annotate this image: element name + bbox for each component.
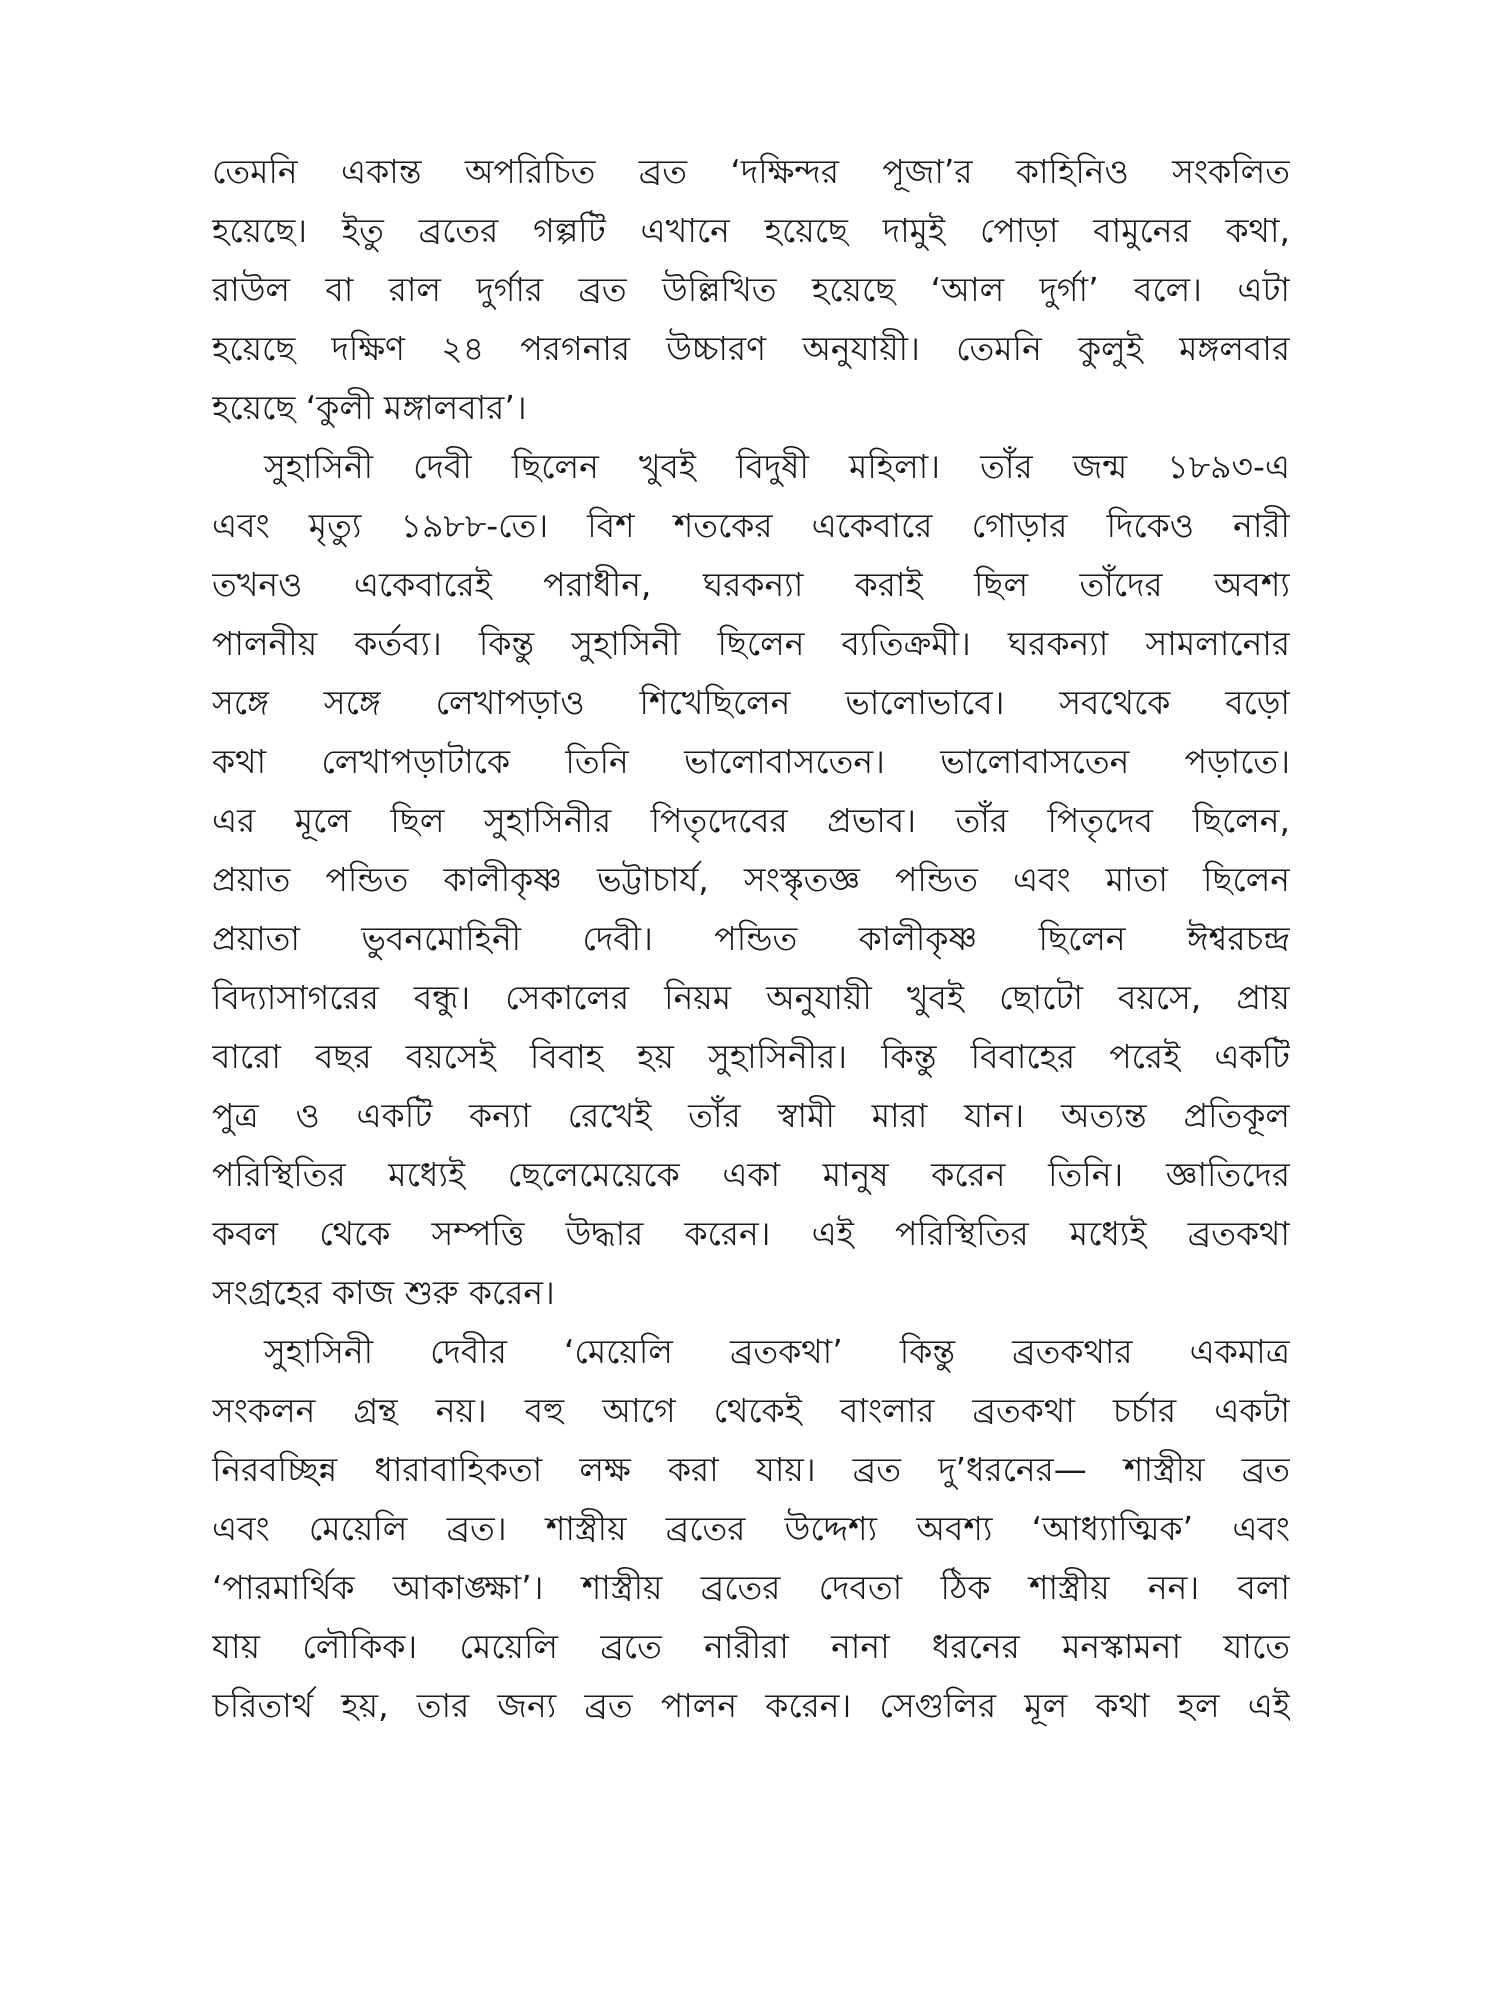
text-line: হয়েছে দক্ষিণ ২৪ পরগনার উচ্চারণ অনুযায়ী। তেমনি কুলুই মঙ্গলবার [212,329,1290,368]
text-line: সংগ্রহের কাজ শুরু করেন। [212,1273,555,1312]
text-line: এবং মেয়েলি ব্রত। শাস্ত্রীয় ব্রতের উদ্দেশ্য অবশ্য ‘আধ্যাত্মিক’ এবং [212,1509,1290,1548]
text-line: প্রয়াত পন্ডিত কালীকৃষ্ণ ভট্টাচার্য, সংস্কৃতজ্ঞ পন্ডিত এবং মাতা ছিলেন [212,860,1290,899]
text-line: হয়েছে ‘কুলী মঙ্গালবার’। [212,388,527,427]
text-line: বারো বছর বয়সেই বিবাহ হয় সুহাসিনীর। কিন্তু বিবাহের পরেই একটি [212,1037,1290,1076]
text-line: পরিস্থিতির মধ্যেই ছেলেমেয়েকে একা মানুষ করেন তিনি। জ্ঞাতিদের [212,1155,1290,1194]
book-page [212,142,1290,1962]
text-line: সংকলন গ্রন্থ নয়। বহু আগে থেকেই বাংলার ব্রতকথা চর্চার একটা [212,1391,1290,1430]
text-line: চরিতার্থ হয়, তার জন্য ব্রত পালন করেন। সেগুলির মূল কথা হল এই [212,1686,1290,1725]
text-line: যায় লৌকিক। মেয়েলি ব্রতে নারীরা নানা ধরনের মনস্কামনা যাতে [212,1627,1290,1666]
text-line: কথা লেখাপড়াটাকে তিনি ভালোবাসতেন। ভালোবাসতেন পড়াতে। [212,742,1290,781]
text-line: বিদ্যাসাগরের বন্ধু। সেকালের নিয়ম অনুযায়ী খুবই ছোটো বয়সে, প্রায় [212,978,1290,1017]
text-line: ‘পারমার্থিক আকাঙ্ক্ষা’। শাস্ত্রীয় ব্রতের দেবতা ঠিক শাস্ত্রীয় নন। বলা [212,1568,1290,1607]
text-line: তখনও একেবারেই পরাধীন, ঘরকন্যা করাই ছিল তাঁদের অবশ্য [212,565,1290,604]
text-line: পুত্র ও একটি কন্যা রেখেই তাঁর স্বামী মারা যান। অত্যন্ত প্রতিকূল [212,1096,1290,1135]
paragraph-3 [212,1322,1290,1735]
paragraph-1 [212,142,1290,437]
text-line: সঙ্গে সঙ্গে লেখাপড়াও শিখেছিলেন ভালোভাবে। সবথেকে বড়ো [212,683,1290,722]
text-line: তেমনি একান্ত অপরিচিত ব্রত ‘দক্ষিন্দর পূজা’র কাহিনিও সংকলিত [212,152,1290,191]
text-line: নিরবচ্ছিন্ন ধারাবাহিকতা লক্ষ করা যায়। ব্রত দু’ধরনের— শাস্ত্রীয় ব্রত [212,1450,1290,1489]
text-line: সুহাসিনী দেবীর ‘মেয়েলি ব্রতকথা’ কিন্তু ব্রতকথার একমাত্র [264,1332,1290,1371]
text-line: হয়েছে। ইতু ব্রতের গল্পটি এখানে হয়েছে দামুই পোড়া বামুনের কথা, [212,211,1290,250]
text-line: রাউল বা রাল দুর্গার ব্রত উল্লিখিত হয়েছে ‘আল দুর্গা’ বলে। এটা [212,270,1290,309]
paragraph-2 [212,437,1290,1322]
text-line: সুহাসিনী দেবী ছিলেন খুবই বিদুষী মহিলা। তাঁর জন্ম ১৮৯৩-এ [264,447,1290,486]
text-line: এবং মৃত্যু ১৯৮৮-তে। বিশ শতকের একেবারে গোড়ার দিকেও নারী [212,506,1290,545]
text-line: পালনীয় কর্তব্য। কিন্তু সুহাসিনী ছিলেন ব্যতিক্রমী। ঘরকন্যা সামলানোর [212,624,1290,663]
text-line: প্রয়াতা ভুবনমোহিনী দেবী। পন্ডিত কালীকৃষ্ণ ছিলেন ঈশ্বরচন্দ্র [212,919,1290,958]
text-line: এর মূলে ছিল সুহাসিনীর পিতৃদেবের প্রভাব। তাঁর পিতৃদেব ছিলেন, [212,801,1290,840]
text-line: কবল থেকে সম্পত্তি উদ্ধার করেন। এই পরিস্থিতির মধ্যেই ব্রতকথা [212,1214,1290,1253]
